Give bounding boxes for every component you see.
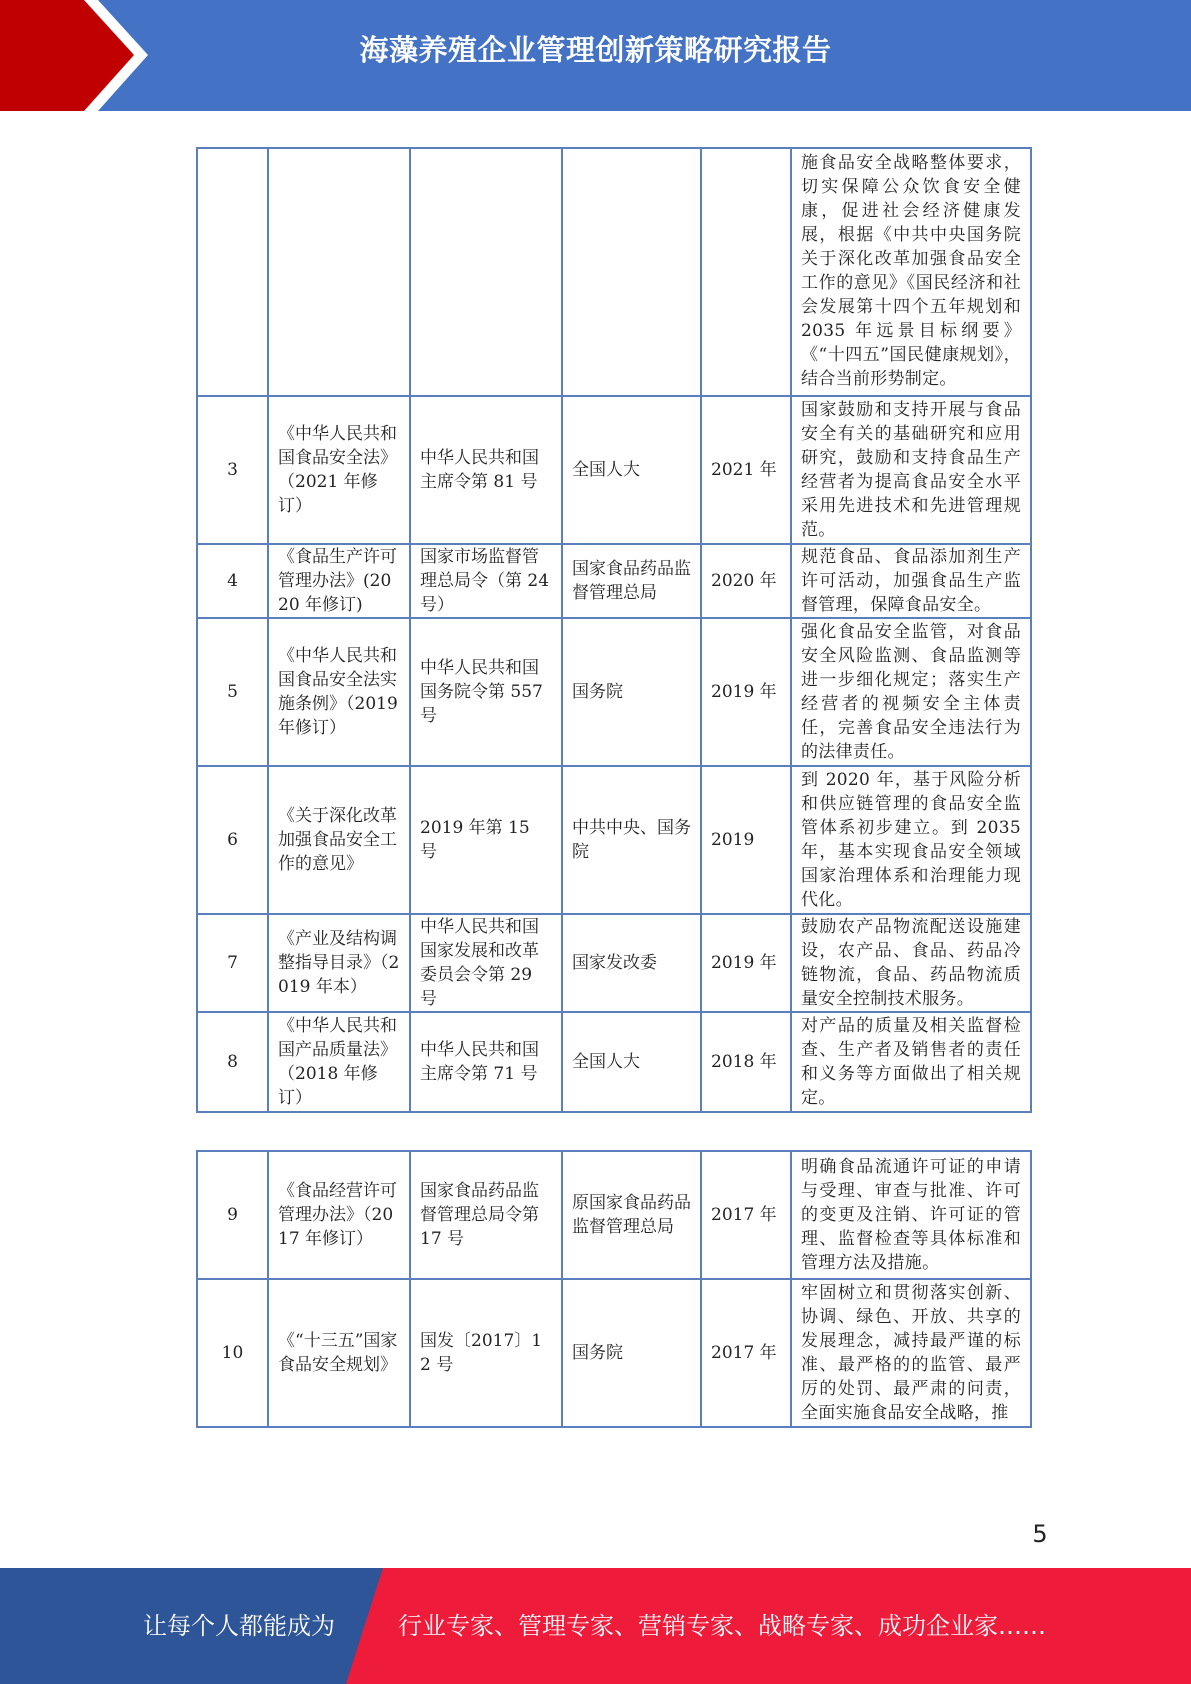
document-number: 国发〔2017〕12 号 — [410, 1279, 562, 1427]
regulation-name: 《中华人民共和国食品安全法》（2021 年修订） — [268, 396, 410, 544]
issuing-authority: 中共中央、国务院 — [562, 766, 701, 914]
issuing-authority — [562, 148, 701, 396]
row-number: 5 — [197, 618, 268, 766]
regulations-table-next — [196, 1150, 1032, 1428]
regulation-name: 《产业及结构调整指导目录》（2019 年本） — [268, 914, 410, 1012]
row-number: 8 — [197, 1012, 268, 1112]
regulation-name: 《关于深化改革加强食品安全工作的意见》 — [268, 766, 410, 914]
table-row — [197, 544, 1031, 618]
issuing-authority: 国家发改委 — [562, 914, 701, 1012]
regulation-name: 《中华人民共和国食品安全法实施条例》（2019 年修订） — [268, 618, 410, 766]
table-row — [197, 1012, 1031, 1112]
table-row — [197, 148, 1031, 396]
issue-year: 2019 — [701, 766, 791, 914]
regulation-summary: 施食品安全战略整体要求，切实保障公众饮食安全健康，促进社会经济健康发展，根据《中共中央国务院关于深化改革加强食品安全工作的意见》《国民经济和社会发展第十四个五年规划和 2035 年远景目标纲要》《“十四五”国民健康规划》，结合当前形势制定。 — [791, 148, 1031, 396]
issue-year: 2017 年 — [701, 1279, 791, 1427]
document-number — [410, 148, 562, 396]
issue-year: 2021 年 — [701, 396, 791, 544]
document-number: 国家食品药品监督管理总局令第 17 号 — [410, 1151, 562, 1279]
regulation-summary: 到 2020 年，基于风险分析和供应链管理的食品安全监管体系初步建立。到 2035 年，基本实现食品安全领域国家治理体系和治理能力现代化。 — [791, 766, 1031, 914]
regulation-name: 《中华人民共和国产品质量法》（2018 年修订） — [268, 1012, 410, 1112]
regulation-name: 《食品生产许可管理办法》(2020 年修订) — [268, 544, 410, 618]
issue-year: 2017 年 — [701, 1151, 791, 1279]
issue-year — [701, 148, 791, 396]
table-row — [197, 1279, 1031, 1427]
regulation-summary: 规范食品、食品添加剂生产许可活动，加强食品生产监督管理，保障食品安全。 — [791, 544, 1031, 618]
document-number: 中华人民共和国主席令第 81 号 — [410, 396, 562, 544]
document-number: 中华人民共和国主席令第 71 号 — [410, 1012, 562, 1112]
document-number: 国家市场监督管理总局令（第 24 号） — [410, 544, 562, 618]
issuing-authority: 原国家食品药品监督管理总局 — [562, 1151, 701, 1279]
regulations-table-continued — [196, 147, 1032, 1113]
issuing-authority: 国务院 — [562, 618, 701, 766]
regulation-summary: 强化食品安全监管，对食品安全风险监测、食品监测等进一步细化规定；落实生产经营者的视频安全主体责任，完善食品安全违法行为的法律责任。 — [791, 618, 1031, 766]
row-number: 7 — [197, 914, 268, 1012]
page-number: 5 — [1032, 1520, 1048, 1548]
table-row — [197, 618, 1031, 766]
page-header — [0, 0, 1191, 111]
table-row — [197, 914, 1031, 1012]
issuing-authority: 国家食品药品监督管理总局 — [562, 544, 701, 618]
row-number: 9 — [197, 1151, 268, 1279]
row-number: 3 — [197, 396, 268, 544]
footer-slogan-right: 行业专家、管理专家、营销专家、战略专家、成功企业家…… — [398, 1612, 1046, 1640]
issuing-authority: 全国人大 — [562, 396, 701, 544]
document-number: 2019 年第 15 号 — [410, 766, 562, 914]
issue-year: 2019 年 — [701, 914, 791, 1012]
regulation-summary: 明确食品流通许可证的申请与受理、审查与批准、许可的变更及注销、许可证的管理、监督检查等具体标准和管理方法及措施。 — [791, 1151, 1031, 1279]
row-number: 4 — [197, 544, 268, 618]
row-number — [197, 148, 268, 396]
regulation-summary: 对产品的质量及相关监督检查、生产者及销售者的责任和义务等方面做出了相关规定。 — [791, 1012, 1031, 1112]
document-number: 中华人民共和国国家发展和改革委员会令第 29 号 — [410, 914, 562, 1012]
regulation-name: 《“十三五”国家食品安全规划》 — [268, 1279, 410, 1427]
table-row — [197, 396, 1031, 544]
row-number: 6 — [197, 766, 268, 914]
issuing-authority: 全国人大 — [562, 1012, 701, 1112]
footer-slogan-left: 让每个人都能成为 — [143, 1612, 335, 1640]
table-row — [197, 766, 1031, 914]
regulation-summary: 国家鼓励和支持开展与食品安全有关的基础研究和应用研究，鼓励和支持食品生产经营者为提高食品安全水平采用先进技术和先进管理规范。 — [791, 396, 1031, 544]
regulation-summary: 牢固树立和贯彻落实创新、协调、绿色、开放、共享的发展理念，减持最严谨的标准、最严格的的监管、最严厉的处罚、最严肃的问责，全面实施食品安全战略，推 — [791, 1279, 1031, 1427]
issue-year: 2020 年 — [701, 544, 791, 618]
issuing-authority: 国务院 — [562, 1279, 701, 1427]
regulation-name — [268, 148, 410, 396]
report-title: 海藻养殖企业管理创新策略研究报告 — [359, 33, 832, 67]
regulation-name: 《食品经营许可管理办法》（2017 年修订） — [268, 1151, 410, 1279]
issue-year: 2018 年 — [701, 1012, 791, 1112]
row-number: 10 — [197, 1279, 268, 1427]
page-footer — [0, 1568, 1191, 1684]
issue-year: 2019 年 — [701, 618, 791, 766]
table-row — [197, 1151, 1031, 1279]
document-number: 中华人民共和国国务院令第 557 号 — [410, 618, 562, 766]
regulation-summary: 鼓励农产品物流配送设施建设，农产品、食品、药品冷链物流，食品、药品物流质量安全控制技术服务。 — [791, 914, 1031, 1012]
